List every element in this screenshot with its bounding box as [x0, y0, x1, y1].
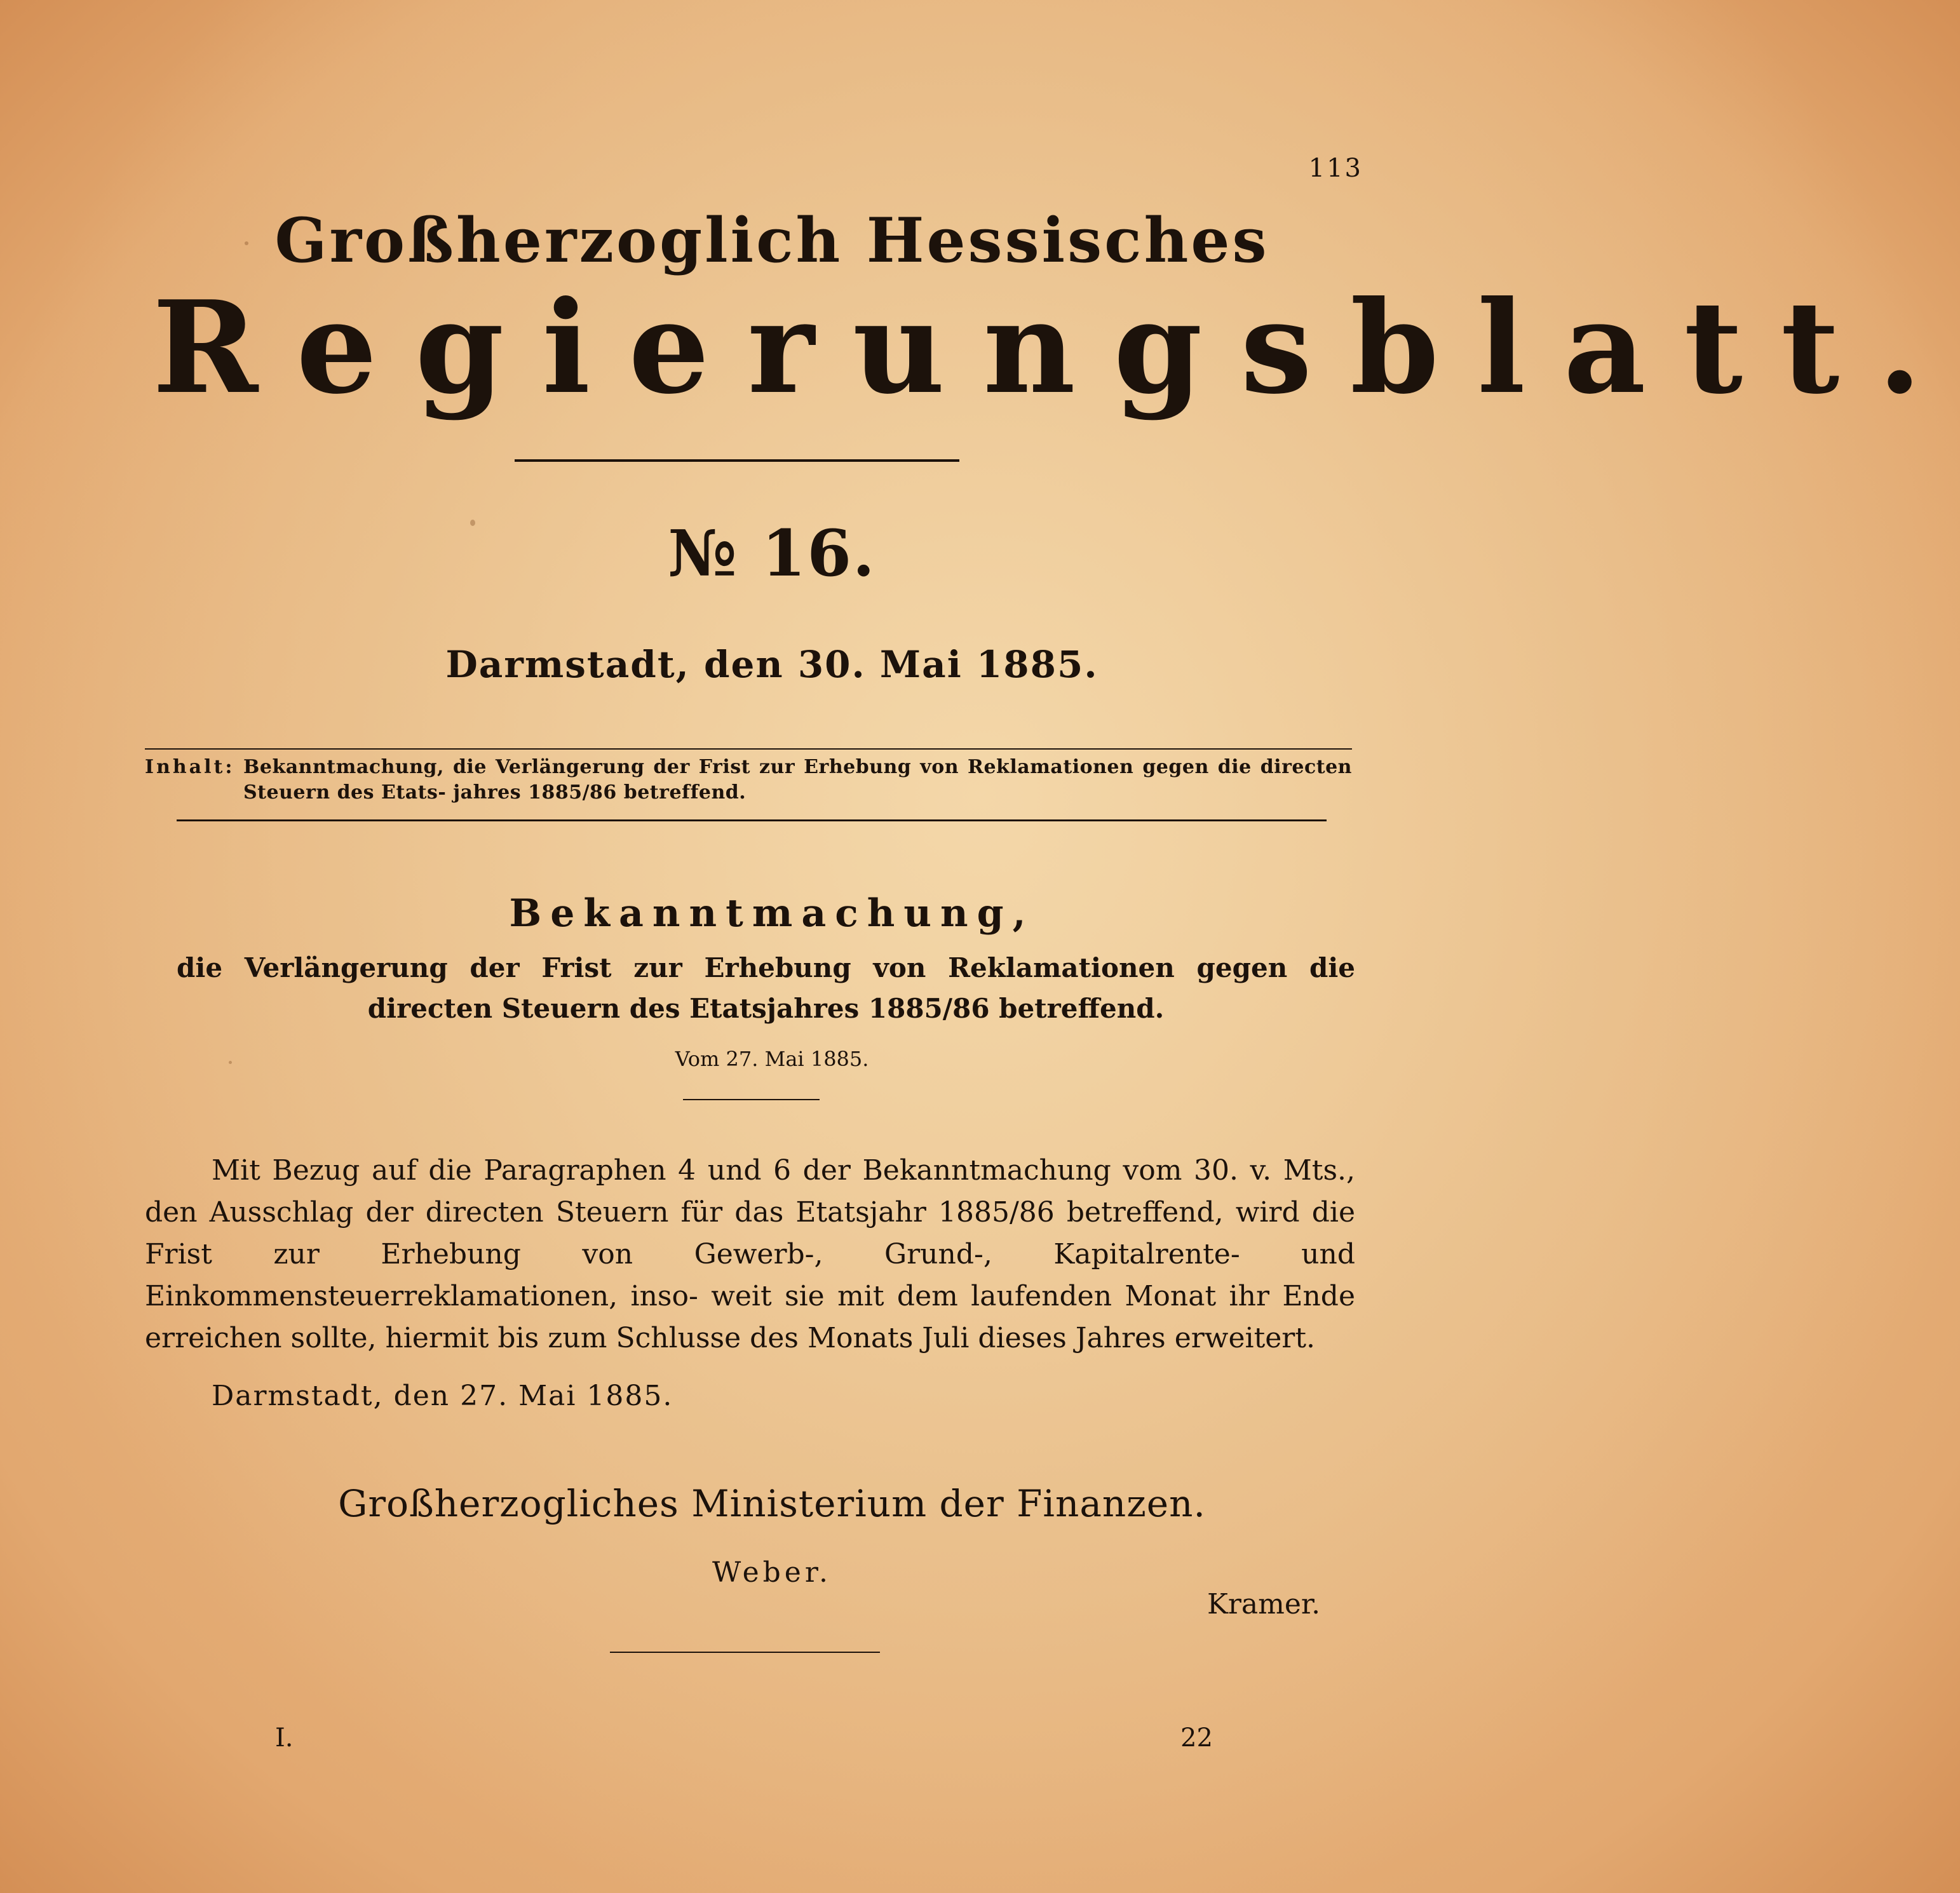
contents-top-rule [145, 748, 1352, 750]
signature-weber: Weber. [712, 1556, 832, 1589]
issue-number: № 16. [668, 516, 876, 591]
issue-dateline: Darmstadt, den 30. Mai 1885. [445, 643, 1098, 686]
ministry-name: Großherzogliches Ministerium der Finanzen. [338, 1482, 1206, 1525]
end-divider [610, 1652, 880, 1653]
masthead-divider [515, 459, 959, 462]
notice-subtitle: die Verlängerung der Frist zur Erhebung von Reklamationen gegen die directen Steuern des Etatsjahres 1885/86 betreffend. [177, 952, 1355, 1024]
page-number: 113 [1308, 154, 1363, 183]
signature-kramer: Kramer. [1207, 1588, 1321, 1620]
closing-place-date: Darmstadt, den 27. Mai 1885. [212, 1380, 673, 1412]
notice-body [145, 1150, 1355, 1359]
notice-divider [683, 1099, 820, 1100]
contents-bottom-rule [177, 819, 1327, 821]
notice-date: Vom 27. Mai 1885. [675, 1047, 869, 1071]
contents-text: Bekanntmachung, die Verlängerung der Frist zur Erhebung von Reklamationen gegen die directen Steuern des Etats- jahres 1885/86 betreffend. [243, 756, 1352, 804]
notice-title: Bekanntmachung, [509, 891, 1035, 936]
footer-sheet-number: 22 [1180, 1723, 1213, 1753]
footer-volume: I. [275, 1723, 294, 1753]
contents-label: Inhalt: [145, 756, 235, 778]
notice-body-paragraph: Mit Bezug auf die Paragraphen 4 und 6 der Bekanntmachung vom 30. v. Mts., den Ausschlag der directen Steuern für das Etatsjahr 1885/86 betreffend, wird die Frist zur Erhebung von Gewerb-, Grund-, Kapitalrente- und Einkommensteuerreklamationen, inso- weit sie mit dem laufenden Monat ihr Ende erreichen sollte, hiermit bis zum Schlusse des Monats Juli dieses Jahres erweitert. [145, 1154, 1355, 1354]
masthead-title-line2: Regierungsblatt. [152, 273, 1960, 422]
table-of-contents [145, 755, 1352, 805]
masthead-title-line1: Großherzoglich Hessisches [274, 205, 1269, 276]
